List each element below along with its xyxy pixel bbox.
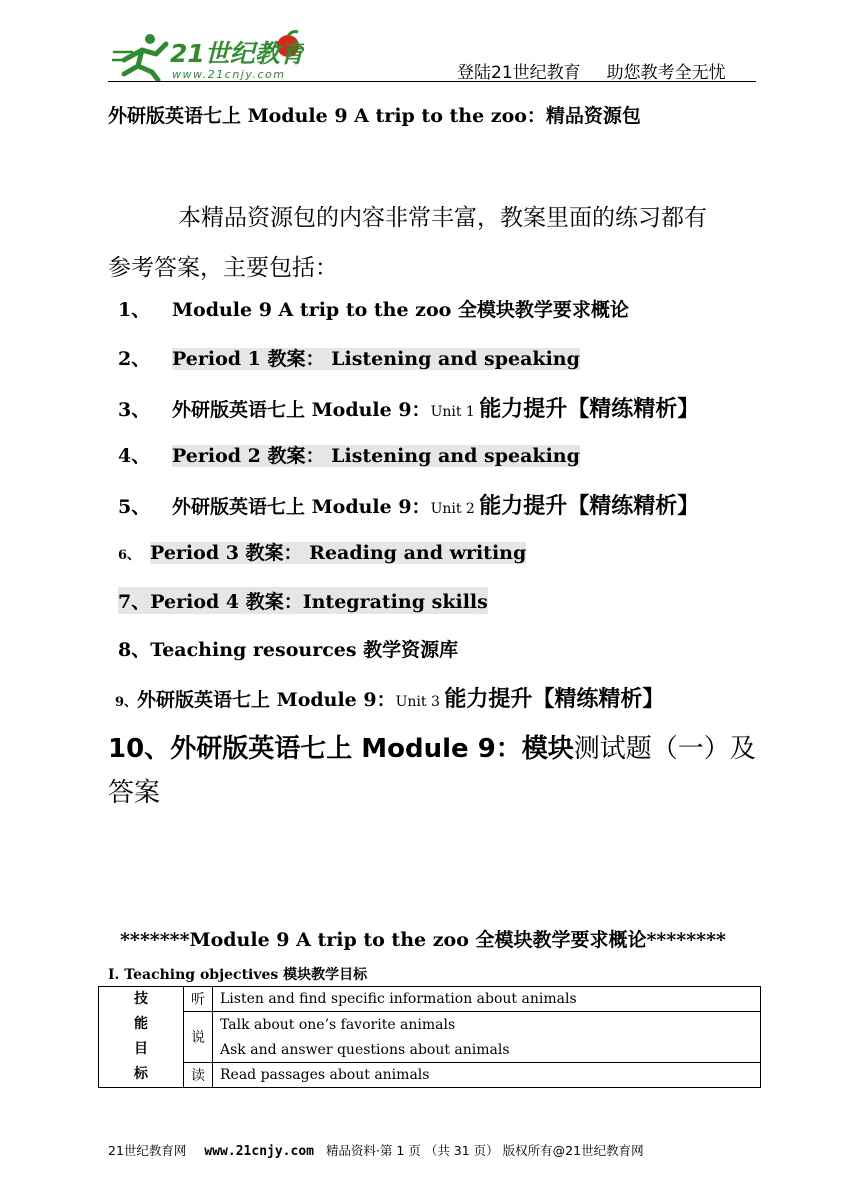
item-text-a: 外研版英语七上 Module 9： [137, 689, 396, 711]
category-cell [99, 987, 184, 1088]
item-number: 6、 [118, 548, 141, 563]
item-text-line2: 答案 [108, 778, 161, 808]
list-item [108, 727, 760, 815]
objectives-heading: I. Teaching objectives 模块教学目标 [108, 967, 368, 983]
list-item [118, 344, 580, 371]
item-text-b: 能力提升【精练精析】 [479, 396, 700, 422]
objective-cell: Listen and find specific information about animals [213, 987, 761, 1012]
list-item [118, 538, 526, 565]
objective-cell: Ask and answer questions about animals [213, 1038, 761, 1063]
item-text: Module 9 A trip to the zoo 全模块教学要求概论 [172, 299, 629, 321]
item-text-unit: Unit 2 [430, 501, 480, 517]
item-text-b: 能力提升【精练精析】 [444, 686, 665, 712]
list-item [118, 489, 699, 520]
header-slogan [457, 58, 726, 83]
site-logo [112, 30, 304, 82]
objective-cell: Talk about one’s favorite animals [213, 1012, 761, 1039]
intro-paragraph [108, 193, 760, 293]
list-item [118, 587, 488, 614]
item-number: 4、 [118, 445, 151, 467]
item-text-a: 外研版英语七上 Module 9： [172, 399, 431, 421]
item-text: Period 2 教案： Listening and speaking [172, 445, 580, 467]
item-text-bold: 外研版英语七上 Module 9：模块 [170, 734, 574, 764]
category-char: 标 [134, 1066, 148, 1082]
objectives-table [98, 986, 761, 1088]
slogan-login: 登陆21世纪教育 [457, 63, 581, 83]
logo-graphic [112, 30, 304, 82]
intro-line-1: 本精品资源包的内容非常丰富，教案里面的练习都有 [178, 205, 707, 231]
table-row [99, 987, 761, 1012]
item-number: 3、 [118, 399, 151, 421]
item-number: 10、 [108, 734, 171, 764]
objective-cell: Read passages about animals [213, 1063, 761, 1088]
item-number: 9、 [115, 695, 138, 710]
logo-url: www.21cnjy.com [172, 68, 286, 81]
list-item [118, 392, 699, 423]
category-char: 技 [134, 991, 148, 1007]
item-number: 7、 [118, 591, 151, 613]
category-char: 目 [134, 1041, 148, 1057]
document-title: 外研版英语七上 Module 9 A trip to the zoo：精品资源包 [108, 105, 641, 127]
item-number: 1、 [118, 299, 151, 321]
item-number: 8、 [118, 639, 151, 661]
list-item [118, 635, 458, 662]
list-item [118, 295, 629, 322]
item-text-unit: Unit 3 [395, 694, 445, 710]
list-item [118, 441, 580, 468]
section-heading: *******Module 9 A trip to the zoo 全模块教学要求概论******** [120, 929, 726, 951]
page-footer [108, 1141, 644, 1159]
intro-line-2: 参考答案，主要包括： [108, 255, 338, 281]
header-divider [108, 81, 756, 82]
slogan-help: 助您教考全无忧 [606, 63, 726, 83]
table-row [99, 1063, 761, 1088]
footer-left: 21世纪教育网 [108, 1143, 187, 1158]
item-text: Period 4 教案：Integrating skills [150, 591, 488, 613]
footer-site: www.21cnjy.com [204, 1144, 314, 1159]
list-item [115, 682, 664, 713]
skill-cell: 听 [184, 987, 213, 1012]
skill-cell: 读 [184, 1063, 213, 1088]
logo-text: 21世纪教育 [170, 39, 304, 68]
category-char: 能 [134, 1016, 148, 1032]
footer-right: 精品资料·第 1 页 （共 31 页） 版权所有@21世纪教育网 [325, 1143, 644, 1158]
skill-cell: 说 [184, 1012, 213, 1063]
item-number: 2、 [118, 348, 151, 370]
item-text-unit: Unit 1 [430, 404, 480, 420]
item-number: 5、 [118, 496, 151, 518]
item-text: Teaching resources 教学资源库 [150, 639, 459, 661]
item-text: Period 3 教案： Reading and writing [150, 542, 527, 564]
item-text-b: 能力提升【精练精析】 [479, 493, 700, 519]
item-text-a: 外研版英语七上 Module 9： [172, 496, 431, 518]
table-row [99, 1012, 761, 1039]
item-text-rest: 测试题（一）及 [573, 734, 756, 764]
item-text: Period 1 教案： Listening and speaking [172, 348, 580, 370]
